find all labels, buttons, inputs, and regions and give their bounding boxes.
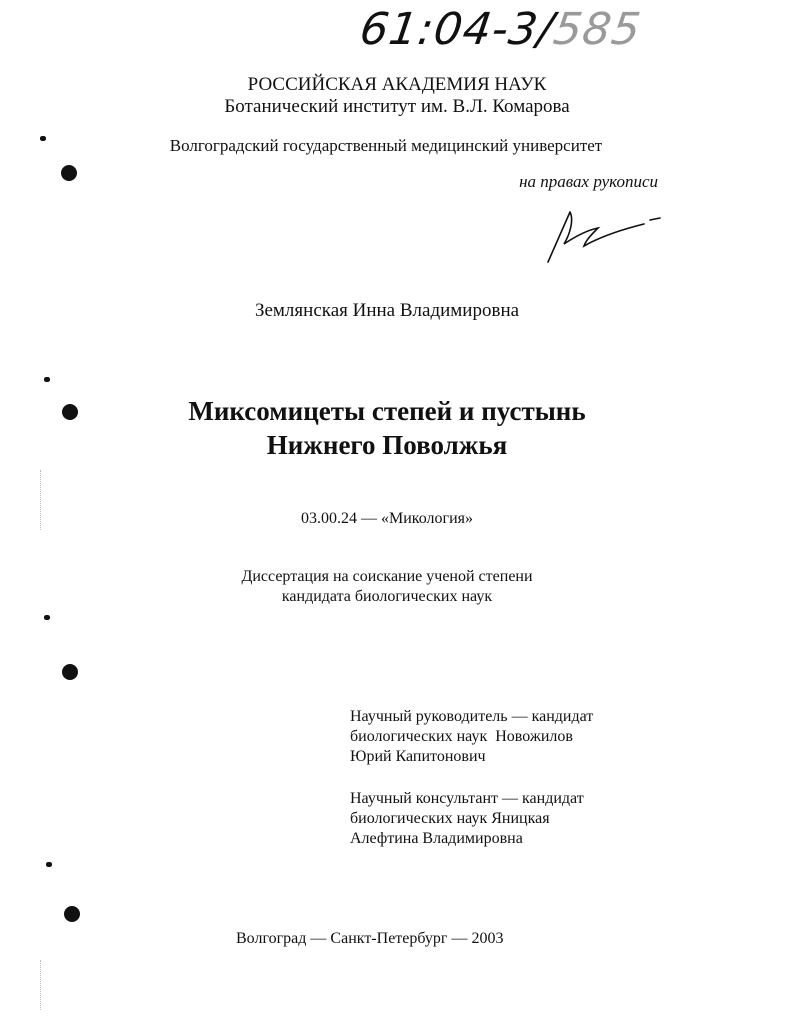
supervisor-line-2: биологических наук Новожилов: [350, 728, 573, 745]
supervisor-line-3: Юрий Капитонович: [350, 748, 486, 765]
scan-speck: [46, 862, 52, 867]
degree-description: [0, 567, 774, 607]
signature: [540, 200, 670, 270]
specialty-code: 03.00.24 — «Микология»: [300, 510, 473, 527]
scan-speck: [44, 615, 50, 620]
consultant-block: [350, 789, 670, 849]
degree-line-2: кандидата биологических наук: [281, 588, 493, 605]
consultant-line-2: биологических наук Яницкая: [350, 810, 550, 827]
supervisor-block: [350, 707, 670, 767]
punch-hole: [61, 165, 77, 181]
handwritten-code: [356, 4, 664, 60]
handwritten-code-tail: 585: [550, 4, 645, 55]
scan-speck: [44, 377, 50, 382]
supervisor-line-1: Научный руководитель — кандидат: [350, 708, 594, 725]
degree-line-1: Диссертация на соискание ученой степени: [241, 568, 533, 585]
title-line-2: Нижнего Поволжья: [266, 430, 508, 460]
handwritten-code-main: 61:04-3/: [356, 4, 558, 55]
rights-note: на правах рукописи: [519, 172, 658, 191]
punch-hole: [62, 664, 78, 680]
punch-hole: [64, 906, 80, 922]
university-name: Волгоградский государственный медицинский университет: [169, 136, 603, 155]
author-name: Землянская Инна Владимировна: [254, 300, 520, 321]
consultant-line-3: Алефтина Владимировна: [350, 830, 523, 847]
consultant-line-1: Научный консультант — кандидат: [350, 790, 584, 807]
title-line-1: Миксомицеты степей и пустынь: [188, 396, 586, 426]
city-year-footer: Волгоград — Санкт-Петербург — 2003: [236, 930, 504, 947]
dissertation-title: [0, 394, 774, 462]
scan-edge-noise: [40, 960, 43, 1010]
institute-name: Ботанический институт им. В.Л. Комарова: [224, 96, 570, 117]
academy-name: РОССИЙСКАЯ АКАДЕМИЯ НАУК: [247, 74, 547, 95]
